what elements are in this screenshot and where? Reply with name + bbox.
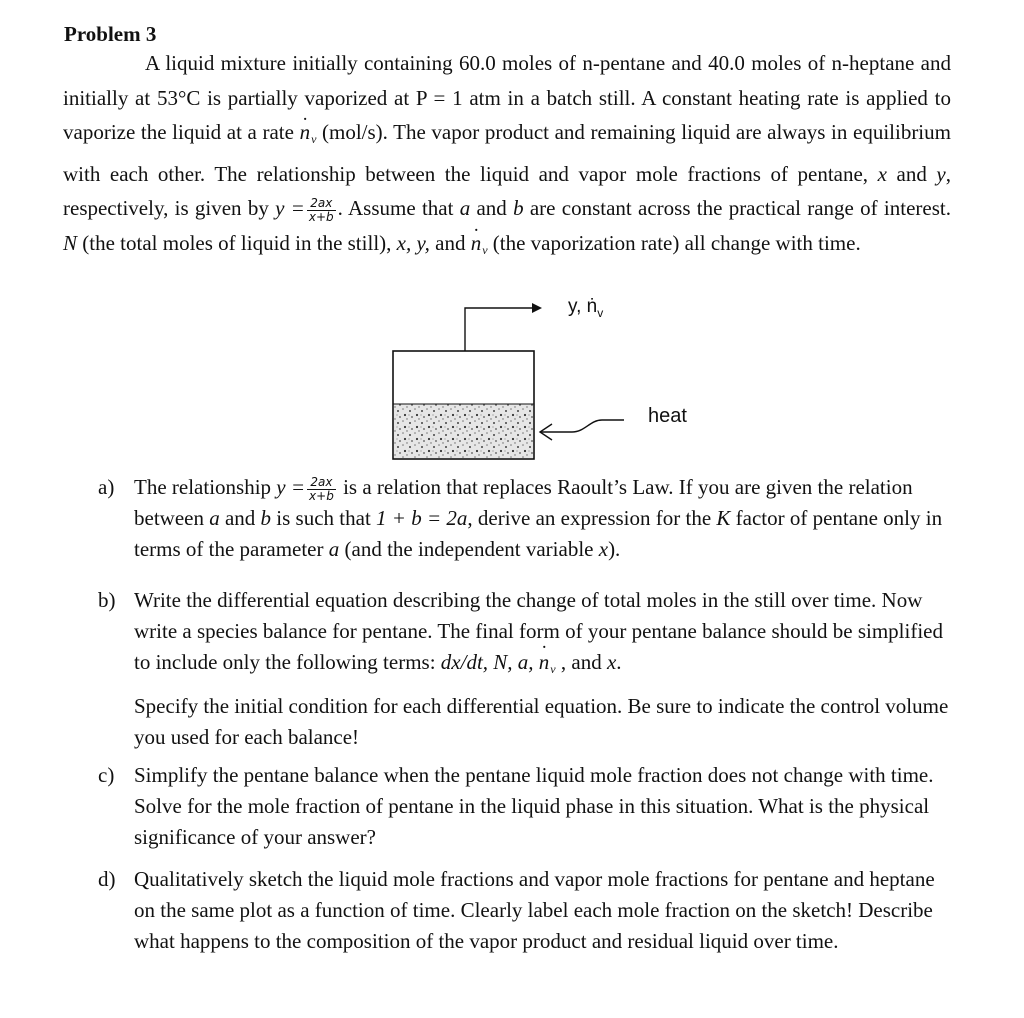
- heat-arrowhead: [540, 424, 552, 440]
- vapor-arrowhead: [532, 303, 542, 313]
- qa-y-equals: y =: [276, 475, 306, 499]
- problem-statement: [63, 46, 951, 268]
- var-x: x: [877, 161, 887, 186]
- question-b-label: b): [98, 588, 116, 612]
- qa-var-K: K: [716, 506, 731, 530]
- var-y: y: [936, 161, 946, 186]
- intro-text-1: A liquid mixture initially containing 60.0 moles of n-pentane and 40.0 moles of n-heptane and initially at 53°C is partially vaporized at P = 1 atm in a batch still. A constant heating rate is applied to vaporize the liquid at a rate: [63, 51, 951, 145]
- qa-text-3: and: [219, 506, 261, 530]
- equilibrium-fraction: $\frac{2ax}{x+b}$: [308, 196, 334, 225]
- qa-text-8: ).: [608, 537, 621, 561]
- question-c: [98, 760, 950, 853]
- qa-equilibrium-fraction: $\frac{2ax}{x+b}$: [309, 474, 334, 503]
- liquid-region: [394, 404, 533, 458]
- var-b: b: [513, 196, 524, 221]
- qa-var-x: x: [598, 537, 609, 561]
- intro-text-9: (the vaporization rate) all change with time.: [487, 230, 861, 255]
- intro-text-4: . Assume that: [337, 196, 460, 221]
- intro-text-5: and: [470, 196, 514, 221]
- qa-constraint-equation: 1 + b = 2a: [376, 506, 468, 530]
- vapor-product-label: y, ṅ$_v$: [568, 296, 604, 320]
- question-d: [98, 864, 950, 957]
- qb-vaporization-rate-symbol: ˙ $n_v$: [539, 650, 556, 674]
- still-vessel: [393, 351, 534, 459]
- vaporization-rate-symbol-2: ˙ $n_v$: [471, 231, 488, 255]
- qa-text-7: (and the independent variable: [339, 537, 599, 561]
- vapor-outlet-pipe: [465, 308, 532, 351]
- qd-text: Qualitatively sketch the liquid mole fractions and vapor mole fractions for pentane and heptane on the same plot as a function of time. Clearly label each mole fraction on the sketch! Describe what happens to the composition of the vapor product and residual liquid over time.: [134, 867, 935, 953]
- qa-var-a-2: a: [328, 537, 340, 561]
- qa-text-1: The relationship: [134, 475, 277, 499]
- intro-text-6: are constant across the practical range of interest.: [523, 196, 951, 221]
- question-c-label: c): [98, 763, 115, 787]
- qb-text-1: Write the differential equation describing the change of total moles in the still over time. Now write a species balance for pentane. The final form of your pentane balance should be simplified to include only the following terms:: [134, 588, 943, 674]
- var-xy: x, y,: [396, 230, 430, 255]
- qa-text-6: factor of pentane only in terms of the parameter: [134, 506, 943, 561]
- qc-text: Simplify the pentane balance when the pentane liquid mole fraction does not change with time. Solve for the mole fraction of pentane in the liquid phase in this situation. What is the physical significance of your answer?: [134, 763, 934, 849]
- qb-var-x: x: [606, 650, 617, 674]
- heat-label: heat: [648, 405, 687, 427]
- intro-and: and: [886, 161, 937, 186]
- question-a-label: a): [98, 475, 115, 499]
- qa-var-b: b: [260, 506, 272, 530]
- vaporization-rate-symbol: ˙ $n_v$: [300, 120, 317, 144]
- intro-text-7: (the total moles of liquid in the still),: [77, 230, 397, 255]
- heat-arrow: [540, 420, 624, 432]
- var-N: N: [63, 230, 78, 255]
- question-a: [98, 472, 950, 565]
- qb-text-3: .: [616, 650, 622, 674]
- intro-text-2: (mol/s). The vapor product and remaining liquid are always in equilibrium with each other. The relationship between the liquid and vapor mole fractions of pentane,: [63, 120, 951, 186]
- y-equals: y =: [275, 196, 305, 221]
- intro-text-3: , respectively, is given by: [63, 161, 951, 221]
- qb-text-2: , and: [555, 650, 607, 674]
- qb-terms: dx/dt, N, a,: [440, 650, 534, 674]
- qa-var-a: a: [209, 506, 220, 530]
- question-d-label: d): [98, 867, 116, 891]
- qa-text-5: , derive an expression for the: [467, 506, 717, 530]
- qa-text-2: is a relation that replaces Raoult’s Law. If you are given the relation between: [134, 475, 913, 530]
- question-b: [98, 585, 950, 753]
- problem-title: Problem 3: [64, 22, 157, 46]
- qb-text-4: Specify the initial condition for each differential equation. Be sure to indicate the control volume you used for each balance!: [134, 694, 949, 749]
- qa-text-4: is such that: [271, 506, 377, 530]
- var-a: a: [459, 196, 471, 221]
- intro-text-8: and: [429, 230, 471, 255]
